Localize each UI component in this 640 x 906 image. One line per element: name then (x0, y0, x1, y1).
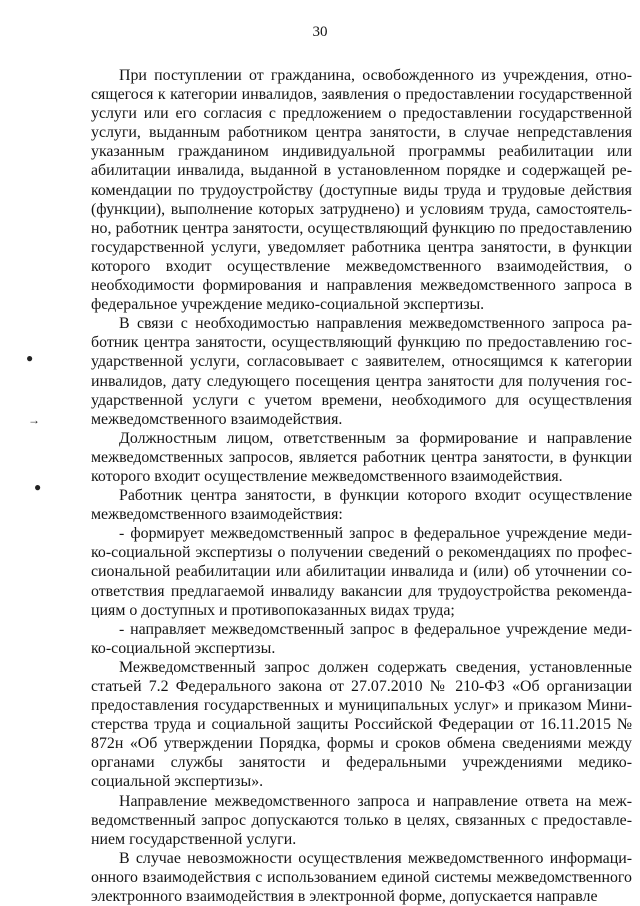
page-number: 30 (312, 24, 328, 40)
paragraph-2: В связи с необходимостью направления межведомственного запроса работник центра занятости, осуществляющий функцию по предоставлению государственной услуги, согласовывает с заявителем, относящимся к категории инвалидов, дату следующего посещения центра занятости для получения государственной услуги с учетом времени, необходимого для осуществления межведомственного взаимодействия. (91, 315, 632, 428)
margin-mark: → (28, 413, 40, 427)
margin-mark: ● (26, 351, 34, 365)
paragraph-1: При поступлении от гражданина, освобожденного из учреждения, относящегося к категории инвалидов, заявления о предоставлении государственной услуги или его согласия с предложением о предоставлении государственной услуги, выданным работником центра занятости, в случае непредставления указанным гражданином индивидуальной программы реабилитации или абилитации инвалида, выданной в установленном порядке и содержащей рекомендации по трудоустройству (доступные виды труда и трудовые действия (функции), выполнение которых затруднено) и условиям труда, самостоятельно, работник центра занятости, осуществляющий функцию по предоставлению государственной услуги, уведомляет работника центра занятости, в функции которого входит осуществление межведомственного взаимодействия, о необходимости формирования и направления межведомственного запроса в федеральное учреждение медико-социальной экспертизы. (91, 67, 632, 314)
paragraph-6: Направление межведомственного запроса и направление ответа на межведомственный запрос допускаются только в целях, связанных с предоставлением государственной услуги. (91, 792, 632, 848)
paragraph-5: Межведомственный запрос должен содержать сведения, установленные статьей 7.2 Федерального закона от 27.07.2010 № 210-ФЗ «Об организации предоставления государственных и муниципальных услуг» и приказом Министерства труда и социальной защиты Российской Федерации от 16.11.2015 № 872н «Об утверждении Порядка, формы и сроков обмена сведениями между органами службы занятости и федеральными учреждениями медико-социальной экспертизы». (91, 658, 632, 791)
list-item-2: - направляет межведомственный запрос в федеральное учреждение медико-социальной экспертизы. (91, 620, 632, 657)
paragraph-7: В случае невозможности осуществления межведомственного информационного взаимодействия с использованием единой системы межведомственного электронного взаимодействия в электронной форме, допускается направле (91, 849, 632, 906)
paragraph-3: Должностным лицом, ответственным за формирование и направление межведомственных запросов, является работник центра занятости, в функции которого входит осуществление межведомственного взаимодействия. (91, 429, 632, 485)
paragraph-4: Работник центра занятости, в функции которого входит осуществление межведомственного взаимодействия: (91, 487, 632, 524)
margin-mark: ● (34, 480, 42, 494)
document-body (91, 66, 632, 906)
list-item-1: - формирует межведомственный запрос в федеральное учреждение медико-социальной экспертизы о получении сведений о рекомендациях по профессиональной реабилитации или абилитации инвалида и (или) об уточнении соответствия предлагаемой инвалиду вакансии для трудоустройства рекомендациям о доступных и противопоказанных видах труда; (91, 525, 632, 619)
